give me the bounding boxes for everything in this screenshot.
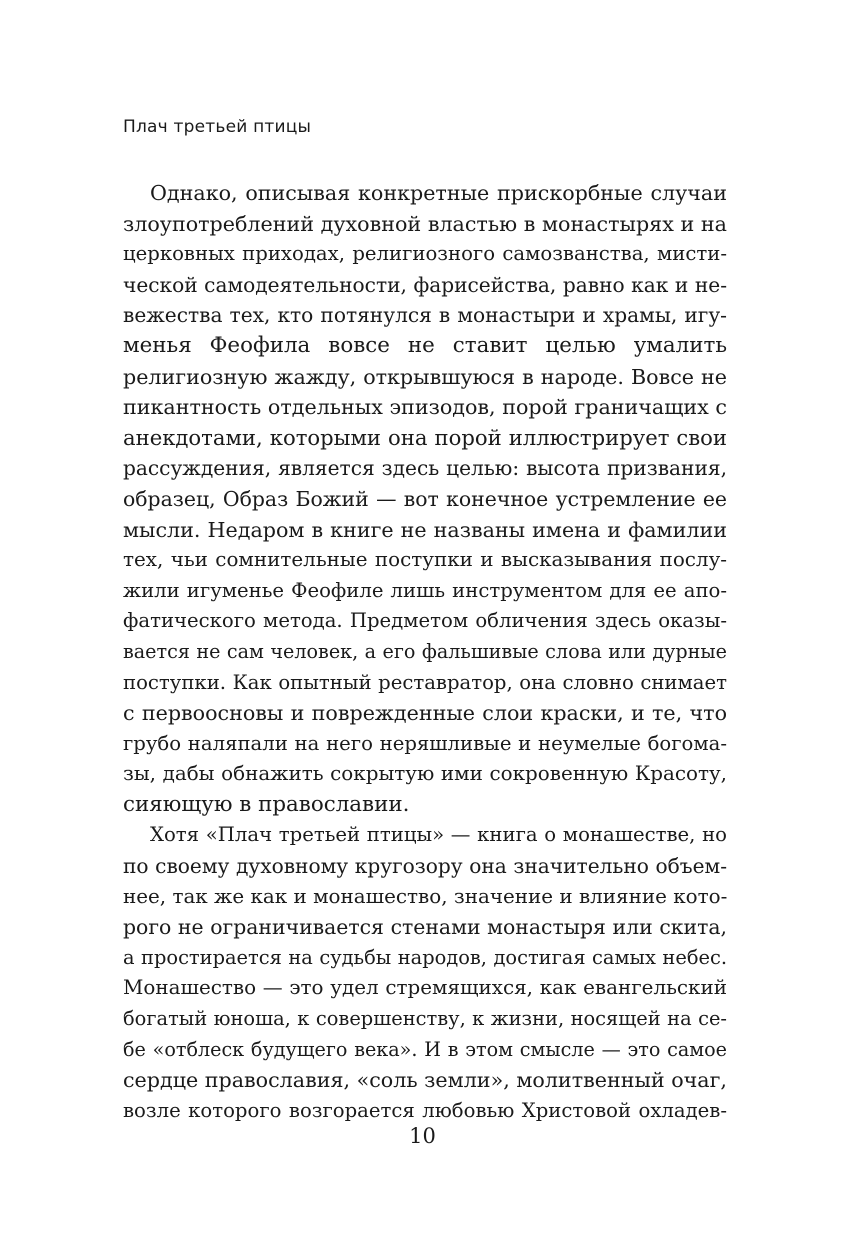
text-line: рассуждения, является здесь целью: высота призвания,	[123, 456, 727, 481]
text-line: бе «отблеск будущего века». И в этом смысле — это самое	[123, 1037, 727, 1061]
text-line: жили игуменье Феофиле лишь инструментом для ее апо-	[123, 578, 727, 602]
text-line: Монашество — это удел стремящихся, как евангельский	[123, 976, 727, 1000]
text-line: Хотя «Плач третьей птицы» — книга о монашестве, но	[150, 823, 727, 847]
text-line: вежества тех, кто потянулся в монастыри и храмы, игу-	[123, 303, 727, 328]
text-line: зы, дабы обнажить сокрытую ими сокровенную Красоту,	[123, 762, 727, 786]
text-line: возле которого возгорается любовью Христовой охладев-	[123, 1098, 727, 1122]
text-line: сердце православия, «соль земли», молитвенный очаг,	[123, 1068, 727, 1093]
text-line: с первоосновы и поврежденные слои краски, и те, что	[123, 701, 727, 726]
text-line: по своему духовному кругозору она значительно объем-	[123, 854, 727, 879]
text-line: анекдотами, которыми она порой иллюстрирует свои	[123, 424, 727, 450]
text-line: менья Феофила вовсе не ставит целью умалить	[123, 332, 727, 358]
text-line: церковных приходах, религиозного самозванства, мисти-	[123, 242, 727, 266]
text-line: образец, Образ Божий — вот конечное устремление ее	[123, 486, 727, 511]
text-line: пикантность отдельных эпизодов, порой граничащих с	[123, 395, 727, 420]
text-line: поступки. Как опытный реставратор, она словно снимает	[123, 670, 727, 694]
text-line: вается не сам человек, а его фальшивые слова или дурные	[123, 639, 727, 663]
text-line: сияющую в православии.	[123, 791, 410, 817]
text-line: злоупотреблений духовной властью в монастырях и на	[123, 211, 727, 236]
text-line: тех, чьи сомнительные поступки и высказывания послу-	[123, 548, 727, 572]
text-line: мысли. Недаром в книге не названы имена и фамилии	[123, 517, 727, 542]
text-line: рого не ограничивается стенами монастыря или скита,	[123, 915, 727, 940]
running-head: Плач третьей птицы	[123, 117, 312, 137]
text-line: а простирается на судьбы народов, достигая самых небес.	[123, 945, 727, 969]
text-line: грубо наляпали на него неряшливые и неумелые богома-	[123, 731, 727, 755]
text-line: фатического метода. Предметом обличения здесь оказы-	[123, 609, 727, 633]
text-line: богатый юноша, к совершенству, к жизни, носящей на се-	[123, 1007, 727, 1031]
text-line: религиозную жажду, открывшуюся в народе. Вовсе не	[123, 364, 727, 389]
text-line: нее, так же как и монашество, значение и влияние кото-	[123, 884, 727, 908]
page-number: 10	[409, 1124, 436, 1148]
text-line: ческой самодеятельности, фарисейства, равно как и не-	[123, 272, 727, 297]
text-line: Однако, описывая конкретные прискорбные случаи	[150, 181, 727, 205]
body-text	[123, 178, 727, 1126]
